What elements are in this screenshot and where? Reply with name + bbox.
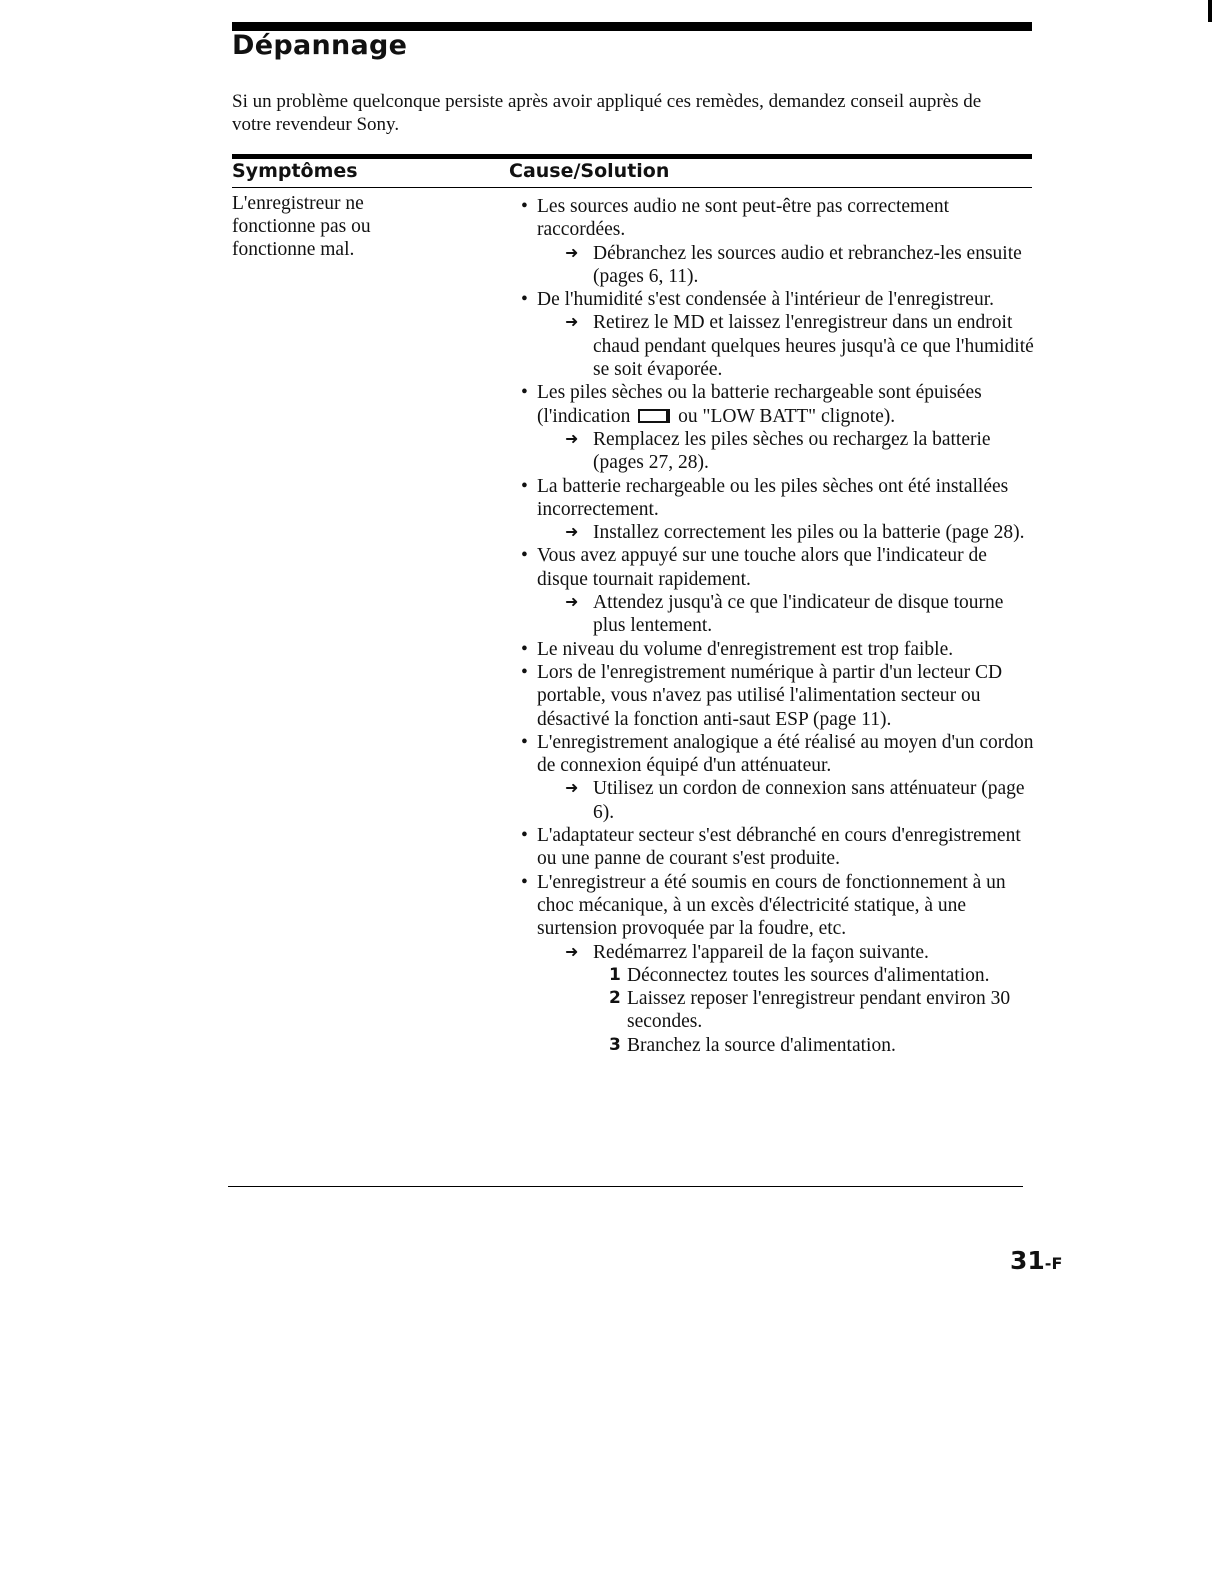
restart-steps xyxy=(593,964,1039,1057)
remedy-text: Utilisez un cordon de connexion sans atténuateur (page 6). xyxy=(593,778,1025,823)
battery-icon xyxy=(638,409,670,423)
bullet-icon: • xyxy=(521,289,528,311)
cause-text: Le niveau du volume d'enregistrement est trop faible. xyxy=(537,638,954,660)
step-item xyxy=(609,964,1039,987)
arrow-right-icon: ➜ xyxy=(565,430,579,448)
symptom-text: L'enregistreur ne fonctionne pas ou fonctionne mal. xyxy=(232,193,371,260)
arrow-right-icon: ➜ xyxy=(565,943,579,961)
cause-text-before: Les piles sèches ou la batterie rechargeable sont épuisées (l'indication xyxy=(537,382,982,427)
bullet-icon: • xyxy=(521,382,528,404)
intro-text: Si un problème quelconque persiste après avoir appliqué ces remèdes, demandez conseil auprès de votre revendeur Sony. xyxy=(232,91,982,135)
arrow-right-icon: ➜ xyxy=(565,524,579,542)
remedy xyxy=(537,777,1039,824)
cause-item xyxy=(509,381,1039,474)
page-title: Dépannage xyxy=(232,30,408,61)
arrow-right-icon: ➜ xyxy=(565,594,579,612)
page-number-suffix: -F xyxy=(1044,1254,1063,1273)
column-header-cause-solution: Cause/Solution xyxy=(509,160,670,182)
remedy xyxy=(537,311,1039,381)
cause-item xyxy=(509,871,1039,1057)
cause-text: La batterie rechargeable ou les piles sèches ont été installées incorrectement. xyxy=(537,475,1009,520)
remedy-text: Débranchez les sources audio et rebranchez-les ensuite (pages 6, 11). xyxy=(593,242,1022,287)
remedy-text: Retirez le MD et laissez l'enregistreur dans un endroit chaud pendant quelques heures jusqu'à ce que l'humidité se soit évaporée. xyxy=(593,312,1034,381)
cause-text: Vous avez appuyé sur une touche alors que l'indicateur de disque tournait rapidement. xyxy=(537,545,987,590)
step-number: 1 xyxy=(609,964,621,985)
cause-item xyxy=(509,195,1039,288)
table-bottom-rule xyxy=(228,1186,1023,1187)
remedy xyxy=(537,428,1039,475)
table-top-rule xyxy=(232,154,1032,159)
cause-item xyxy=(509,288,1039,381)
cause-text: L'enregistreur a été soumis en cours de fonctionnement à un choc mécanique, à un excès d'électricité statique, à une surtension provoquée par la foudre, etc. xyxy=(537,871,1006,940)
page-number-value: 31 xyxy=(1010,1246,1045,1275)
bullet-icon: • xyxy=(521,871,528,893)
header-rule xyxy=(232,187,1032,188)
cause-item xyxy=(509,661,1039,731)
cause-text: Lors de l'enregistrement numérique à partir d'un lecteur CD portable, vous n'avez pas utilisé l'alimentation secteur ou désactivé la fonction anti-saut ESP (page 11). xyxy=(537,661,1003,730)
remedy-text: Redémarrez l'appareil de la façon suivante. xyxy=(593,941,929,963)
cause-item xyxy=(509,824,1039,871)
cause-item xyxy=(509,544,1039,637)
step-text: Laissez reposer l'enregistreur pendant environ 30 secondes. xyxy=(627,988,1011,1033)
bullet-icon: • xyxy=(521,731,528,753)
bullet-icon: • xyxy=(521,825,528,847)
cause-text: De l'humidité s'est condensée à l'intérieur de l'enregistreur. xyxy=(537,289,994,311)
bullet-icon: • xyxy=(521,196,528,217)
step-text: Branchez la source d'alimentation. xyxy=(627,1034,896,1056)
arrow-right-icon: ➜ xyxy=(565,244,579,262)
step-number: 2 xyxy=(609,988,621,1009)
step-text: Déconnectez toutes les sources d'alimentation. xyxy=(627,964,990,986)
bullet-icon: • xyxy=(521,545,528,567)
cause-item xyxy=(509,638,1039,661)
bullet-icon: • xyxy=(521,638,528,660)
page-edge-mark xyxy=(1208,0,1212,22)
cause-text-after: ou "LOW BATT" clignote). xyxy=(678,405,896,427)
step-item xyxy=(609,1034,1039,1057)
cause-list xyxy=(509,195,1039,1057)
remedy xyxy=(537,591,1039,638)
remedy xyxy=(537,941,1039,1057)
cause-text: L'enregistrement analogique a été réalisé au moyen d'un cordon de connexion équipé d'un atténuateur. xyxy=(537,731,1034,777)
arrow-right-icon: ➜ xyxy=(565,314,579,332)
cause-text: Les sources audio ne sont peut-être pas correctement raccordées. xyxy=(537,196,950,241)
step-number: 3 xyxy=(609,1034,621,1055)
bullet-icon: • xyxy=(521,661,528,683)
remedy-text: Installez correctement les piles ou la batterie (page 28). xyxy=(593,522,1025,544)
bullet-icon: • xyxy=(521,475,528,497)
page-number xyxy=(1010,1246,1062,1275)
step-item xyxy=(609,987,1039,1034)
column-header-symptoms: Symptômes xyxy=(232,160,358,182)
cause-item xyxy=(509,731,1039,824)
remedy-text: Attendez jusqu'à ce que l'indicateur de disque tourne plus lentement. xyxy=(593,592,1004,637)
cause-item xyxy=(509,475,1039,545)
arrow-right-icon: ➜ xyxy=(565,780,579,798)
remedy xyxy=(537,521,1039,544)
cause-text: L'adaptateur secteur s'est débranché en cours d'enregistrement ou une panne de courant s'est produite. xyxy=(537,825,1021,870)
remedy-text: Remplacez les piles sèches ou rechargez la batterie (pages 27, 28). xyxy=(593,428,991,474)
remedy xyxy=(537,242,1039,289)
